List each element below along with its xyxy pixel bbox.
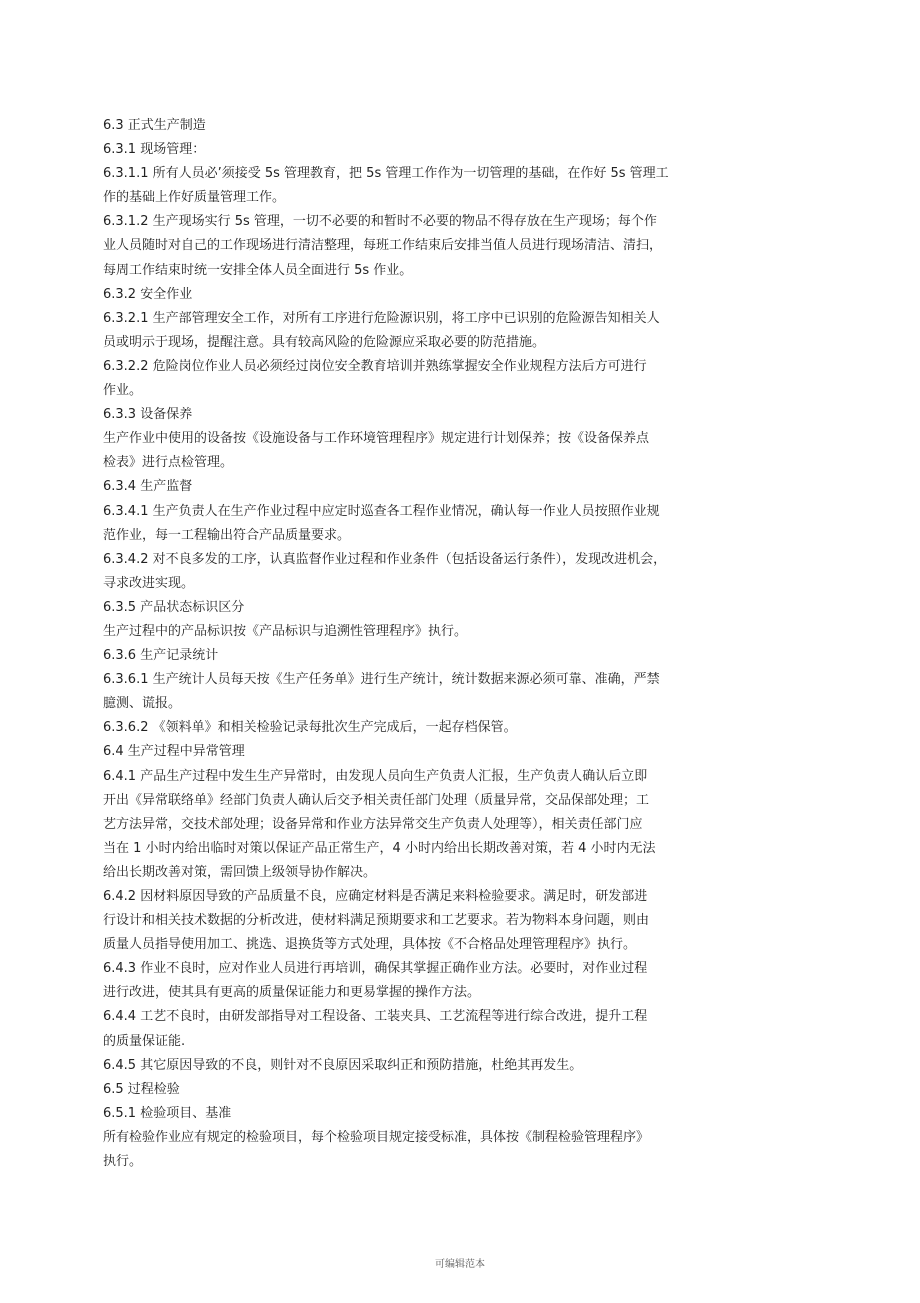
text-line: 6.5 过程检验: [103, 1081, 180, 1097]
text-line: 6.4.2 因材料原因导致的产品质量不良，应确定材料是否满足来料检验要求。满足时，研发部进: [103, 889, 648, 904]
text-line: 6.3.6.2 《领料单》和相关检验记录每批次生产完成后，一起存档保管。: [103, 720, 517, 736]
text-line: 6.3.1.2 生产现场实行 5s 管理，一切不必要的和暂时不必要的物品不得存放在生产现场；每个作: [103, 214, 657, 230]
text-line: 6.4.5 其它原因导致的不良，则针对不良原因采取纠正和预防措施，杜绝其再发生。: [103, 1057, 583, 1073]
text-line: 生产作业中使用的设备按《设施设备与工作环境管理程序》规定进行计划保养；按《设备保养点: [103, 431, 650, 447]
text-line: 寻求改进实现。: [103, 575, 195, 591]
text-line: 6.3.1 现场管理：: [103, 142, 206, 158]
text-line: 范作业，每一工程输出符合产品质量要求。: [103, 527, 351, 543]
text-line: 6.4.3 作业不良时，应对作业人员进行再培训，确保其掌握正确作业方法。必要时，对作业过程: [103, 961, 648, 977]
text-line: 6.3.4.2 对不良多发的工序，认真监督作业过程和作业条件（包括设备运行条件），发现改进机会，: [103, 551, 667, 567]
text-line: 作的基础上作好质量管理工作。: [103, 190, 286, 206]
text-line: 进行改进，使其具有更高的质量保证能力和更易掌握的操作方法。: [103, 985, 481, 1001]
page-footer: 可编辑范本: [435, 1259, 485, 1270]
text-line: 6.3.6.1 生产统计人员每天按《生产任务单》进行生产统计，统计数据来源必须可靠、准确，严禁: [103, 672, 660, 688]
text-line: 6.4 生产过程中异常管理: [103, 744, 245, 760]
text-line: 当在 1 小时内给出临时对策以保证产品正常生产，4 小时内给出长期改善对策，若 4 小时内无法: [103, 840, 656, 856]
text-line: 业人员随时对自己的工作现场进行清洁整理，每班工作结束后安排当值人员进行现场清洁、清扫，: [103, 238, 663, 254]
text-line: 6.3.3 设备保养: [103, 407, 193, 423]
text-line: 6.3.4 生产监督: [103, 479, 193, 495]
text-line: 开出《异常联络单》经部门负责人确认后交予相关责任部门处理（质量异常，交品保部处理；工: [103, 792, 650, 808]
text-line: 检表》进行点检管理。: [103, 455, 234, 471]
text-line: 6.3.4.1 生产负责人在生产作业过程中应定时巡查各工程作业情况，确认每一作业人员按照作业规: [103, 503, 660, 519]
text-line: 臆测、谎报。: [103, 696, 182, 712]
text-line: 6.4.1 产品生产过程中发生生产异常时，由发现人员向生产负责人汇报，生产负责人确认后立即: [103, 768, 648, 784]
text-line: 给出长期改善对策，需回馈上级领导协作解决。: [103, 864, 377, 880]
text-line: 6.3.2.2 危险岗位作业人员必须经过岗位安全教育培训并熟练掌握安全作业规程方法后方可进行: [103, 358, 647, 374]
text-line: 所有检验作业应有规定的检验项目，每个检验项目规定接受标准，具体按《制程检验管理程序》: [103, 1129, 650, 1145]
text-line: 艺方法异常，交技术部处理；设备异常和作业方法异常交生产负责人处理等），相关责任部门应: [103, 816, 643, 832]
text-line: 行设计和相关技术数据的分析改进，使材料满足预期要求和工艺要求。若为物料本身问题，则由: [103, 913, 650, 929]
text-line: 作业。: [103, 383, 143, 399]
text-line: 6.5.1 检验项目、基准: [103, 1105, 232, 1121]
text-line: 执行。: [103, 1154, 143, 1170]
text-line: 员或明示于现场，提醒注意。具有较高风险的危险源应采取必要的防范措施。: [103, 334, 546, 350]
text-line: 的质量保证能.: [103, 1033, 186, 1049]
text-line: 生产过程中的产品标识按《产品标识与追溯性管理程序》执行。: [103, 623, 468, 639]
text-line: 6.3.2.1 生产部管理安全工作，对所有工序进行危险源识别，将工序中已识别的危险源告知相关人: [103, 310, 660, 326]
text-line: 6.3.1.1 所有人员必’须接受 5s 管理教育，把 5s 管理工作作为一切管理的基础，在作好 5s 管理工: [103, 166, 669, 182]
text-line: 质量人员指导使用加工、挑选、退换货等方式处理，具体按《不合格品处理管理程序》执行。: [103, 937, 637, 953]
text-line: 6.3.2 安全作业: [103, 286, 193, 302]
text-line: 6.3 正式生产制造: [103, 118, 206, 133]
text-line: 6.4.4 工艺不良时，由研发部指导对工程设备、工装夹具、工艺流程等进行综合改进，提升工程: [103, 1009, 648, 1025]
text-line: 6.3.6 生产记录统计: [103, 648, 219, 664]
text-line: 6.3.5 产品状态标识区分: [103, 599, 245, 615]
document-body: [103, 114, 733, 1174]
text-line: 每周工作结束时统一安排全体人员全面进行 5s 作业。: [103, 262, 413, 278]
